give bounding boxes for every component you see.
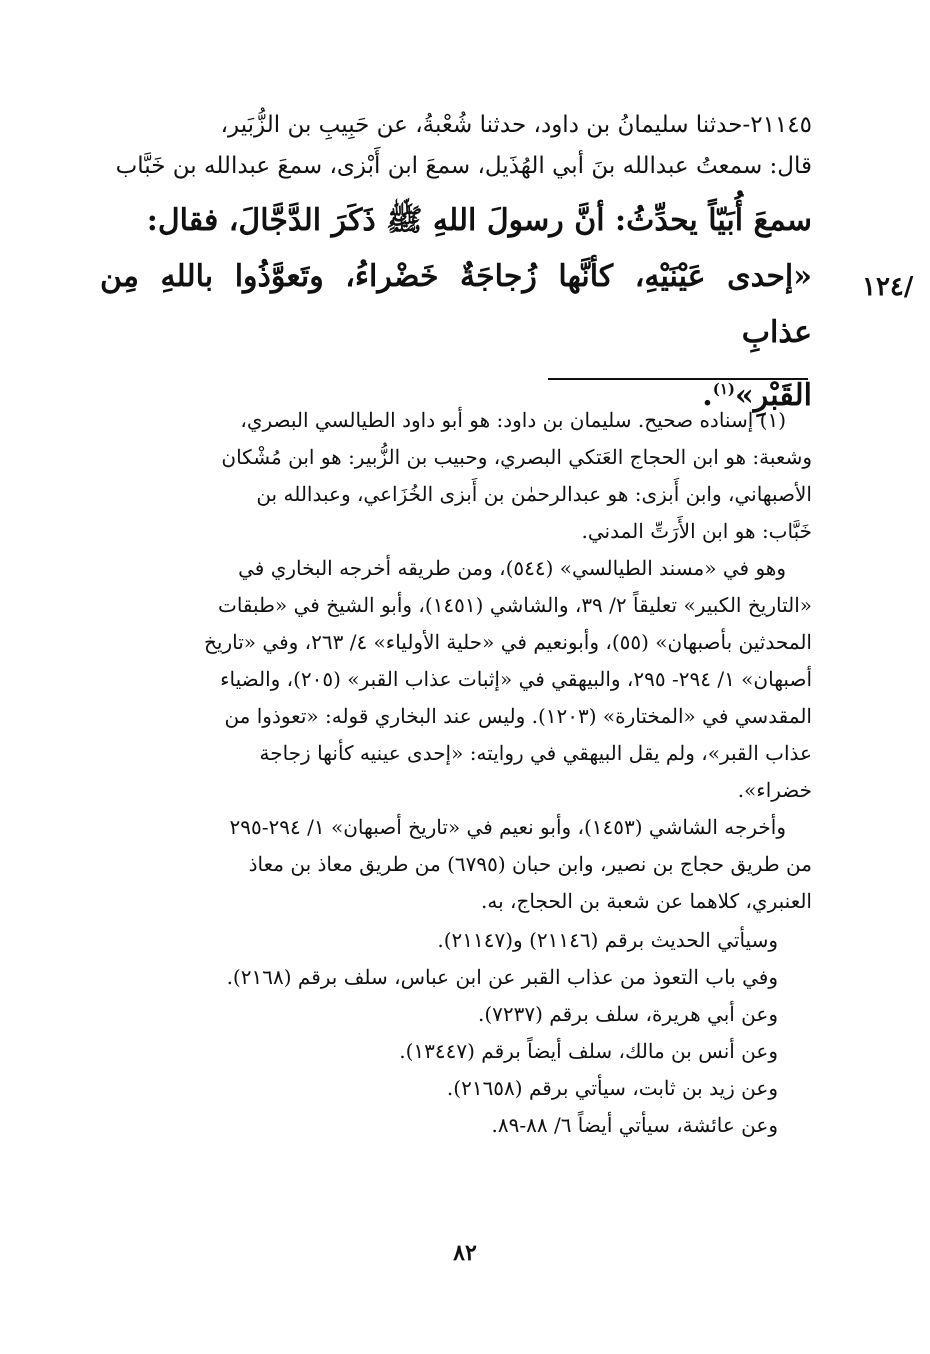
reference-line: وسيأتي الحديث برقم (٢١١٤٦) و(٢١١٤٧). [437,928,778,952]
hadith-isnad [100,105,812,187]
footnote-line: أصبهان» ١/ ٢٩٤- ٢٩٥، والبيهقي في «إثبات عذاب القبر» (٢٠٥)، والضياء [220,667,812,691]
footnote-line: المقدسي في «المختارة» (١٢٠٣). وليس عند البخاري قوله: «تعوذوا من [224,704,812,728]
footnote-line: خضراء». [737,778,812,802]
matn-line: سمعَ أُبَيّاً يحدِّثُ: أنَّ رسولَ اللهِ ﷺ ذَكَرَ الدَّجَّالَ، فقال: [146,203,812,238]
hadith-block [100,105,812,424]
matn-line: «إحدى عَيْنَيْهِ، كأنَّها زُجاجَةٌ خَضْراءُ، وتَعوَّذُوا باللهِ مِن عذابِ [100,259,812,350]
footnote-line: «التاريخ الكبير» تعليقاً ٢/ ٣٩، والشاشي (١٤٥١)، وأبو الشيخ في «طبقات [217,593,812,617]
reference-line: وعن عائشة، سيأتي أيضاً ٦/ ٨٨-٨٩. [491,1113,778,1137]
footnote-line: (١) إسناده صحيح. سليمان بن داود: هو أبو داود الطيالسي البصري، [240,408,786,432]
footnote-ref-marker: (١) [712,380,735,398]
reference-line: وفي باب التعوذ من عذاب القبر عن ابن عباس، سلف برقم (٢١٦٨). [226,965,778,989]
matn-line-text: القَبْرِ» [734,378,812,413]
footnote-line: خَبَّاب: هو ابن الأَرَتِّ المدني. [581,519,812,543]
reference-line: وعن زيد بن ثابت، سيأتي برقم (٢١٦٥٨). [446,1076,778,1100]
footnote-line: الأصبهاني، وابن أَبزى: هو عبدالرحمٰن بن أَبزى الخُزَاعي، وعبدالله بن [256,482,812,506]
footnotes-section [100,402,812,1144]
footnote-cross-references [100,922,812,1144]
isnad-line: قال: سمعتُ عبدالله بنَ أبي الهُذَيل، سمعَ ابن أَبْزى، سمعَ عبدالله بن خَبَّاب [115,153,812,179]
hadith-matn [100,193,812,424]
footnote-line: وهو في «مسند الطيالسي» (٥٤٤)، ومن طريقه أخرجه البخاري في [238,556,786,580]
footnote-line: من طريق حجاج بن نصير، وابن حبان (٦٧٩٥) من طريق معاذ بن معاذ [248,852,812,876]
footnote-divider [548,378,808,380]
footnote-line: عذاب القبر»، ولم يقل البيهقي في روايته: «إحدى عينيه كأنها زجاجة [259,741,812,765]
isnad-line: ٢١١٤٥-حدثنا سليمانُ بن داود، حدثنا شُعْبةُ، عن حَبِيبِ بن الزُّبَير، [220,112,812,138]
reference-line: وعن أبي هريرة، سلف برقم (٧٢٣٧). [477,1002,778,1026]
footnote-line: وشعبة: هو ابن الحجاج العَتكي البصري، وحبيب بن الزُّبير: هو ابن مُشْكان [221,445,812,469]
reference-line: وعن أنس بن مالك، سلف أيضاً برقم (١٣٤٤٧). [399,1039,778,1063]
footnote-para-2 [100,550,812,809]
footnote-line: العنبري، كلاهما عن شعبة بن الحجاج، به. [480,889,812,913]
page-number: ٨٢ [453,1240,477,1266]
footnote-para-1 [100,402,812,550]
footnote-line: المحدثين بأصبهان» (٥٥)، وأبونعيم في «حلية الأولياء» ٤/ ٢٦٣، وفي «تاريخ [204,630,812,654]
margin-volume-marker: /١٢٤ [862,272,914,302]
footnote-line: وأخرجه الشاشي (١٤٥٣)، وأبو نعيم في «تاريخ أصبهان» ١/ ٢٩٤-٢٩٥ [229,815,786,839]
matn-line-last: القَبْرِ»$^{(١)}$. [702,378,812,413]
footnote-para-3 [100,809,812,920]
